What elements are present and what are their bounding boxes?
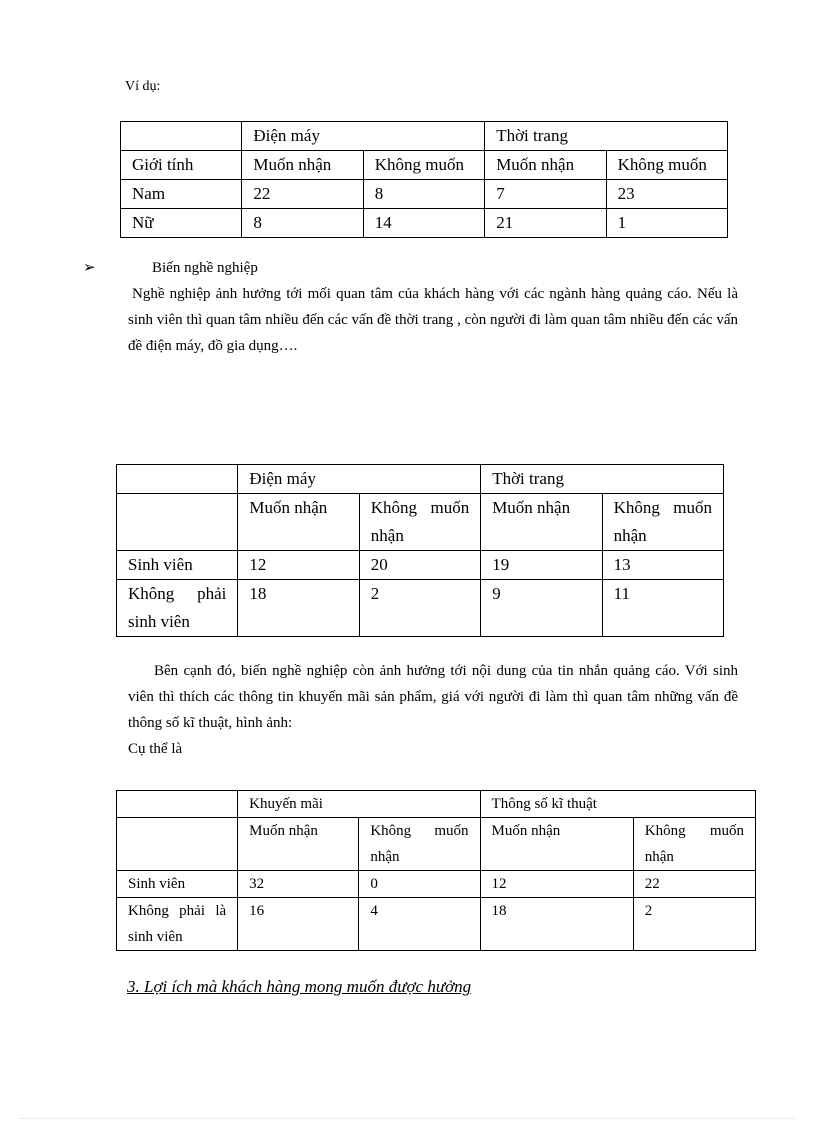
table-cell bbox=[117, 818, 238, 871]
column-header: Muốn nhận bbox=[238, 818, 359, 871]
table-row bbox=[117, 898, 756, 951]
table-cell: 4 bbox=[359, 898, 480, 951]
column-header: Không muốn bbox=[606, 151, 727, 180]
table-cell: 16 bbox=[238, 898, 359, 951]
column-header: Không muốn nhận bbox=[359, 494, 480, 551]
table-row bbox=[117, 465, 724, 494]
table-cell: 20 bbox=[359, 551, 480, 580]
table-row bbox=[117, 791, 756, 818]
table-cell: 19 bbox=[481, 551, 602, 580]
column-header: Không muốn bbox=[363, 151, 484, 180]
table-cell: 14 bbox=[363, 209, 484, 238]
page-bottom-divider bbox=[20, 1118, 796, 1119]
table-cell: 12 bbox=[480, 871, 633, 898]
column-group-header: Điện máy bbox=[238, 465, 481, 494]
table-cell: 13 bbox=[602, 551, 723, 580]
column-group-header: Khuyến mãi bbox=[238, 791, 480, 818]
column-header: Không muốn nhận bbox=[633, 818, 755, 871]
column-header: Muốn nhận bbox=[485, 151, 606, 180]
table-cell: 18 bbox=[238, 580, 359, 637]
table-cell: 23 bbox=[606, 180, 727, 209]
table-cell bbox=[121, 122, 242, 151]
table-cell: 22 bbox=[242, 180, 363, 209]
column-header: Không muốn nhận bbox=[359, 818, 480, 871]
table-row bbox=[117, 494, 724, 551]
row-label: Nam bbox=[121, 180, 242, 209]
bullet-text: Biến nghề nghiệp bbox=[152, 260, 258, 276]
table-cell: 12 bbox=[238, 551, 359, 580]
table-row bbox=[117, 818, 756, 871]
table-cell: 11 bbox=[602, 580, 723, 637]
column-header: Muốn nhận bbox=[242, 151, 363, 180]
table-cell: 7 bbox=[485, 180, 606, 209]
promotion-table bbox=[116, 790, 756, 951]
table-cell: 22 bbox=[633, 871, 755, 898]
table-cell: 8 bbox=[363, 180, 484, 209]
example-label: Ví dụ: bbox=[125, 79, 161, 94]
table-cell bbox=[117, 494, 238, 551]
table-cell bbox=[117, 465, 238, 494]
table-cell: 18 bbox=[480, 898, 633, 951]
arrow-bullet-icon: ➢ bbox=[83, 260, 96, 276]
table-cell: 2 bbox=[359, 580, 480, 637]
gender-table bbox=[120, 121, 728, 238]
row-label: Sinh viên bbox=[117, 871, 238, 898]
table-cell: 1 bbox=[606, 209, 727, 238]
table-row bbox=[121, 180, 728, 209]
table-row bbox=[117, 580, 724, 637]
table-cell: 0 bbox=[359, 871, 480, 898]
row-label: Nữ bbox=[121, 209, 242, 238]
column-header: Muốn nhận bbox=[238, 494, 359, 551]
table-cell: 9 bbox=[481, 580, 602, 637]
column-group-header: Điện máy bbox=[242, 122, 485, 151]
table-row bbox=[117, 551, 724, 580]
table-cell: 2 bbox=[633, 898, 755, 951]
column-header: Muốn nhận bbox=[481, 494, 602, 551]
row-label: Sinh viên bbox=[117, 551, 238, 580]
table-row bbox=[121, 209, 728, 238]
paragraph-occupation: Nghề nghiệp ảnh hưởng tới mối quan tâm của khách hàng với các ngành hàng quảng cáo. Nếu là sinh viên thì quan tâm nhiều đến các vấn đề thời trang , còn người đi làm quan tâm nhiều đến các vấn đề điện máy, đồ gia dụng…. bbox=[128, 286, 738, 354]
table-cell: 8 bbox=[242, 209, 363, 238]
specifically-label: Cụ thể là bbox=[128, 741, 183, 757]
table-row bbox=[121, 151, 728, 180]
column-group-header: Thông số kĩ thuật bbox=[480, 791, 755, 818]
table-cell bbox=[117, 791, 238, 818]
section-heading: 3. Lợi ích mà khách hàng mong muốn được hưởng bbox=[127, 977, 472, 996]
occupation-table bbox=[116, 464, 724, 637]
column-group-header: Thời trang bbox=[481, 465, 724, 494]
paragraph-message-content: Bên cạnh đó, biến nghề nghiệp còn ảnh hưởng tới nội dung của tin nhắn quảng cáo. Với sinh viên thì thích các thông tin khuyến mãi sản phẩm, giá với người đi làm thì quan tâm những vấn đề thông số kĩ thuật, hình ảnh: bbox=[128, 663, 738, 731]
column-header: Không muốn nhận bbox=[602, 494, 723, 551]
column-group-header: Thời trang bbox=[485, 122, 728, 151]
table-row bbox=[117, 871, 756, 898]
table-row bbox=[121, 122, 728, 151]
row-label: Không phải sinh viên bbox=[117, 580, 238, 637]
row-header: Giới tính bbox=[121, 151, 242, 180]
row-label: Không phải là sinh viên bbox=[117, 898, 238, 951]
column-header: Muốn nhận bbox=[480, 818, 633, 871]
table-cell: 32 bbox=[238, 871, 359, 898]
table-cell: 21 bbox=[485, 209, 606, 238]
